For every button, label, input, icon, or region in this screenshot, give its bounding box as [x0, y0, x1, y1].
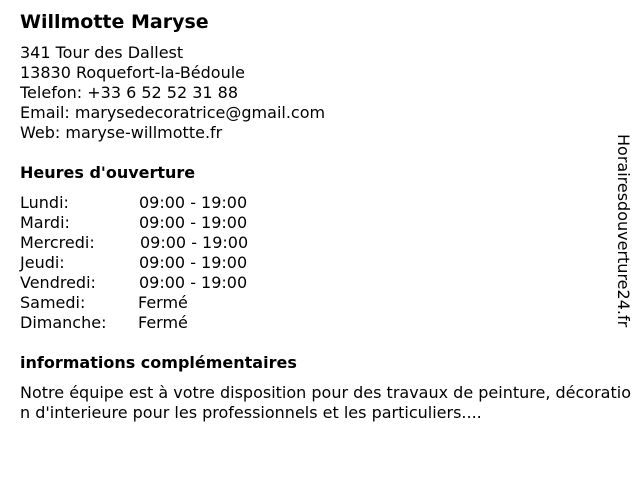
time-value: 09:00 - 19:00 — [139, 273, 248, 292]
time-value: Fermé — [138, 313, 188, 332]
time-value: Fermé — [138, 293, 188, 312]
day-label: Jeudi: — [20, 253, 65, 272]
day-label: Dimanche: — [20, 313, 107, 332]
day-label: Lundi: — [20, 193, 69, 212]
time-value: 09:00 - 19:00 — [140, 233, 249, 252]
additional-info-text: Notre équipe est à votre disposition pour des travaux de peinture, décoration d'interieure pour les professionnels et les particuliers.... — [20, 383, 631, 422]
day-label: Samedi: — [20, 293, 86, 312]
phone-text: Telefon: +33 6 52 52 31 88 — [20, 83, 239, 102]
address-line-1: 341 Tour des Dallest — [20, 43, 184, 62]
time-value: 09:00 - 19:00 — [139, 253, 248, 272]
day-label: Vendredi: — [20, 273, 96, 292]
day-label: Mardi: — [20, 213, 70, 232]
time-value: 09:00 - 19:00 — [139, 193, 248, 212]
email-text: Email: marysedecoratrice@gmail.com — [20, 103, 326, 122]
website-text: Web: maryse-willmotte.fr — [20, 123, 223, 142]
day-label: Mercredi: — [20, 233, 95, 252]
site-watermark-label: Horairesdouverture24.fr — [614, 134, 633, 328]
contact-block — [20, 43, 325, 143]
time-value: 09:00 - 19:00 — [139, 213, 248, 232]
additional-info-heading: informations complémentaires — [20, 353, 297, 372]
address-line-2: 13830 Roquefort-la-Bédoule — [20, 63, 246, 82]
opening-hours-heading: Heures d'ouverture — [20, 163, 196, 182]
business-name: Willmotte Maryse — [20, 11, 209, 33]
